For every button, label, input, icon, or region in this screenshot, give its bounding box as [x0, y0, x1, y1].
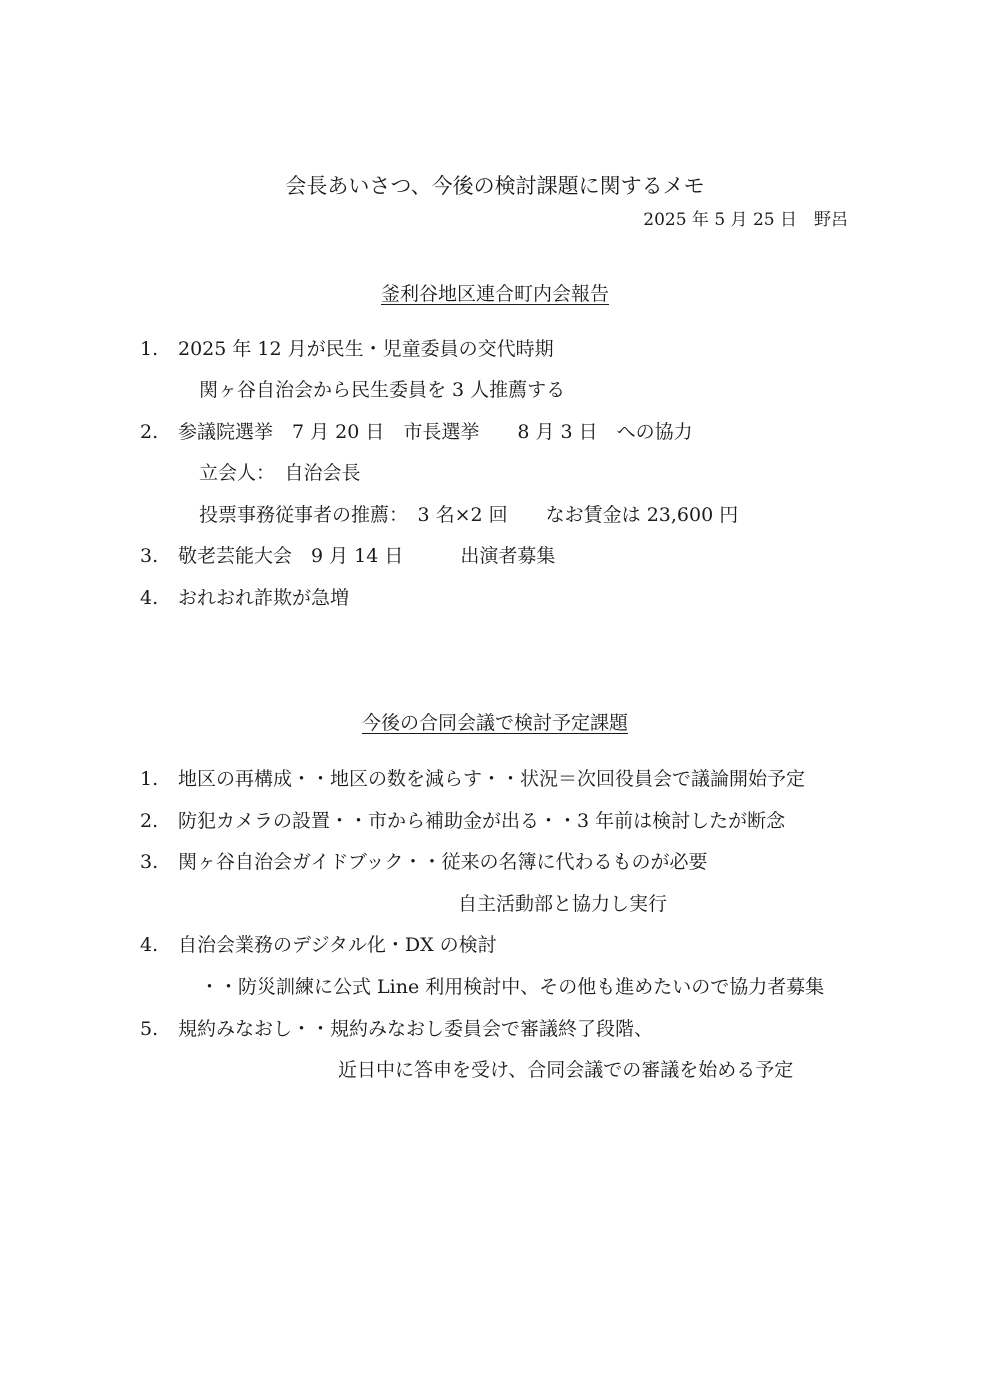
section2-item-3-detail: 自主活動部と協力し実行	[458, 893, 668, 915]
section1-item-4-text: おれおれ詐欺が急増	[178, 587, 350, 609]
section2-item-5-detail: 近日中に答申を受け、合同会議での審議を始める予定	[338, 1059, 794, 1081]
section2-item-2-number: 2.	[140, 810, 159, 832]
section1-item-2-text: 参議院選挙 7 月 20 日 市長選挙 8 月 3 日 への協力	[178, 421, 693, 443]
section2-item-4-number: 4.	[140, 934, 159, 956]
section2-item-5-number: 5.	[140, 1018, 159, 1040]
section2-item-1-number: 1.	[140, 768, 159, 790]
section1-item-1-detail: 関ヶ谷自治会から民生委員を 3 人推薦する	[199, 379, 566, 401]
section1-item-2-detail-1: 立会人： 自治会長	[199, 462, 361, 484]
section1-item-2-number: 2.	[140, 421, 159, 443]
section2-item-4-detail: ・・防災訓練に公式 Line 利用検討中、その他も進めたいので協力者募集	[200, 976, 825, 998]
section2-item-3-text: 関ヶ谷自治会ガイドブック・・従来の名簿に代わるものが必要	[178, 851, 708, 873]
section2-item-5-text: 規約みなおし・・規約みなおし委員会で審議終了段階、	[178, 1018, 654, 1040]
memo-title: 会長あいさつ、今後の検討課題に関するメモ	[285, 174, 705, 198]
memo-date-author: 2025 年 5 月 25 日 野呂	[643, 210, 848, 230]
section2-item-2-text: 防犯カメラの設置・・市から補助金が出る・・3 年前は検討したが断念	[178, 810, 786, 832]
section1-item-1-text: 2025 年 12 月が民生・児童委員の交代時期	[178, 338, 554, 360]
section2-item-1-text: 地区の再構成・・地区の数を減らす・・状況＝次回役員会で議論開始予定	[178, 768, 806, 790]
section2-item-3-number: 3.	[140, 851, 159, 873]
section1-item-3-text: 敬老芸能大会 9 月 14 日 出演者募集	[178, 545, 556, 567]
section1-heading: 釜利谷地区連合町内会報告	[380, 283, 609, 305]
section1-item-3-number: 3.	[140, 545, 159, 567]
section1-item-4-number: 4.	[140, 587, 159, 609]
section1-item-2-detail-2: 投票事務従事者の推薦： 3 名×2 回 なお賃金は 23,600 円	[199, 504, 739, 526]
section2-item-4-text: 自治会業務のデジタル化・DX の検討	[178, 934, 497, 956]
section1-item-1-number: 1.	[140, 338, 159, 360]
section2-heading: 今後の合同会議で検討予定課題	[361, 712, 628, 734]
